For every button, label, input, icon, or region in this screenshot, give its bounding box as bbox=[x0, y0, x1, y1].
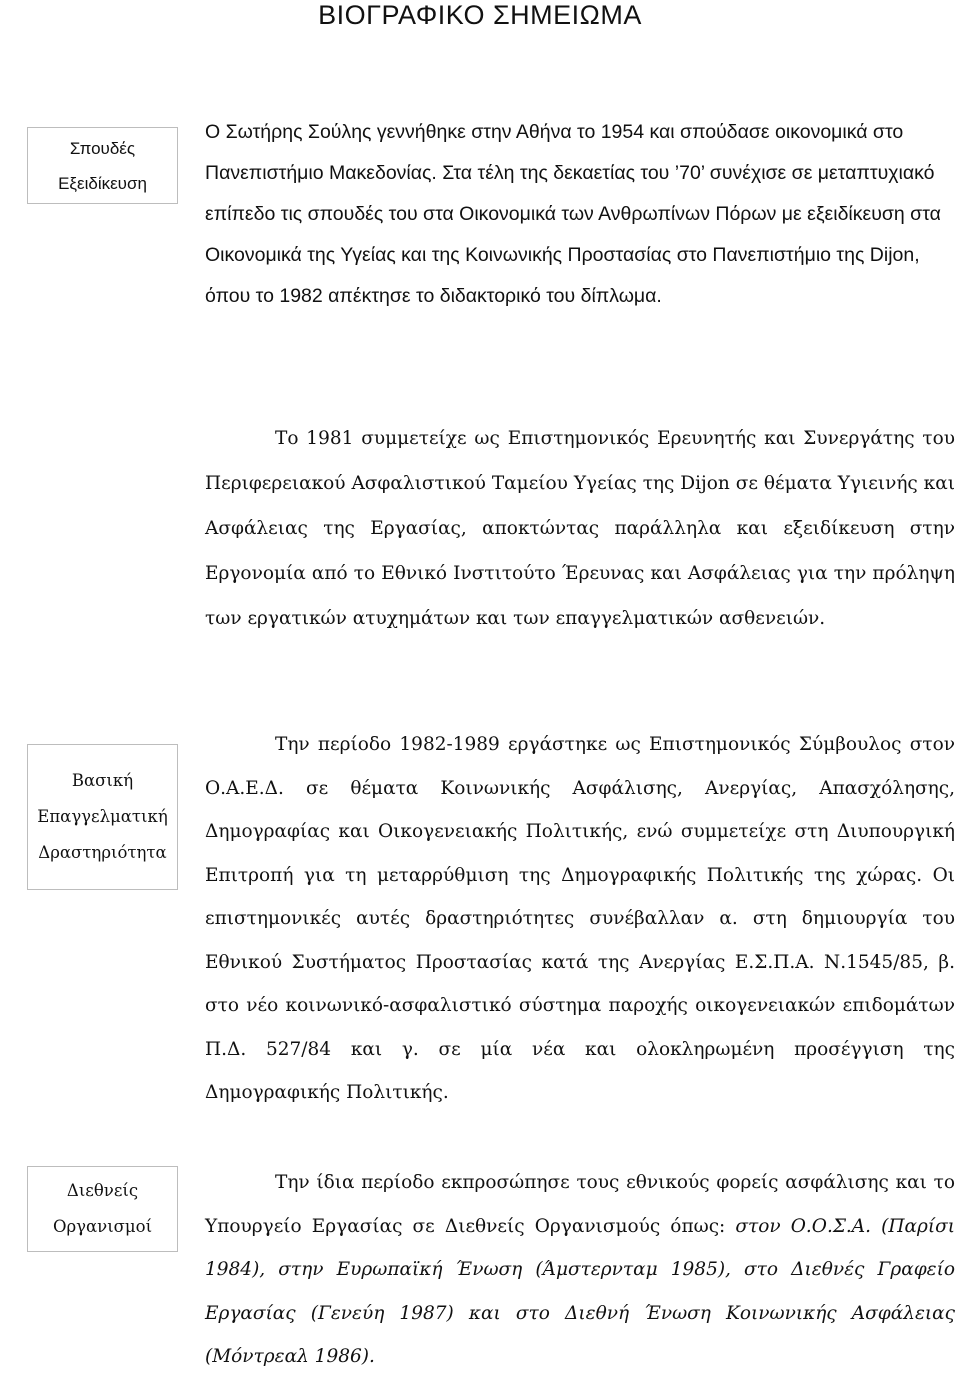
international-organizations-list: στον Ο.Ο.Σ.Α. (Παρίσι 1984), στην Ευρωπαϊκή Ένωση (Άμστερνταμ 1985), στο Διεθνές Γραφείο Εργασίας (Γενεύη 1987) και στο Διεθνή Ένωση Κοινωνικής Ασφάλειας (Μόντρεαλ 1986). bbox=[205, 1215, 955, 1367]
studies-label-line-1: Σπουδές bbox=[69, 138, 136, 158]
international-label-line-1: Διεθνείς bbox=[66, 1181, 139, 1200]
international-paragraph bbox=[205, 1161, 955, 1379]
section-label-international bbox=[27, 1166, 178, 1252]
professional-label-line-2: Επαγγελματική bbox=[37, 807, 168, 826]
section-label-professional bbox=[27, 744, 178, 890]
studies-paragraph: Ο Σωτήρης Σούλης γεννήθηκε στην Αθήνα το 1954 και σπούδασε οικονομικά στο Πανεπιστήμιο Μακεδονίας. Στα τέλη της δεκαετίας του ’70’ συνέχισε σε μεταπτυχιακό επίπεδο τις σπουδές του στα Οικονομικά των Ανθρωπίνων Πόρων με εξειδίκευση στα Οικονομικά της Υγείας και της Κοινωνικής Προστασίας στο Πανεπιστήμιο της Dijon, όπου το 1982 απέκτησε το διδακτορικό του δίπλωμα. bbox=[205, 121, 941, 307]
professional-label-line-1: Βασική bbox=[71, 771, 134, 790]
international-label-line-2: Οργανισμοί bbox=[52, 1217, 153, 1236]
research-paragraph: Το 1981 συμμετείχε ως Επιστημονικός Ερευνητής και Συνεργάτης του Περιφερειακού Ασφαλιστικού Ταμείου Υγείας της Dijon σε θέματα Υγιεινής και Ασφάλειας της Εργασίας, αποκτώντας παράλληλα και εξειδίκευση στην Εργονομία από το Εθνικό Ινστιτούτο Έρευνας και Ασφάλειας για την πρόληψη των εργατικών ατυχημάτων και των επαγγελματικών ασθενειών. bbox=[205, 428, 955, 629]
professional-paragraph: Την περίοδο 1982-1989 εργάστηκε ως Επιστημονικός Σύμβουλος στον Ο.Α.Ε.Δ. σε θέματα Κοινωνικής Ασφάλισης, Ανεργίας, Απασχόλησης, Δημογραφίας και Οικογενειακής Πολιτικής, ενώ συμμετείχε στη Διυπουργική Επιτροπή για τη μεταρρύθμιση της Δημογραφικής Πολιτικής της χώρας. Οι επιστημονικές αυτές δραστηριότητες συνέβαλλαν α. στη δημιουργία του Εθνικού Συστήματος Προστασίας κατά της Ανεργίας Ε.Σ.Π.Α. Ν.1545/85, β. στο νέο κοινωνικό-ασφαλιστικό σύστημα παροχής οικογενειακών επιδομάτων Π.Δ. 527/84 και γ. σε μία νέα και ολοκληρωμένη προσέγγιση της Δημογραφικής Πολιτικής. bbox=[205, 734, 955, 1103]
page-title: ΒΙΟΓΡΑΦΙΚΟ ΣΗΜΕΙΩΜΑ bbox=[318, 0, 642, 30]
professional-label-line-3: Δραστηριότητα bbox=[38, 843, 167, 862]
section-label-studies bbox=[27, 127, 178, 204]
studies-label-line-2: Εξειδίκευση bbox=[58, 173, 147, 193]
international-text: Την ίδια περίοδο εκπροσώπησε τους εθνικούς φορείς ασφάλισης και το Υπουργείο Εργασίας σε Διεθνείς Οργανισμούς όπως: bbox=[205, 1172, 955, 1237]
